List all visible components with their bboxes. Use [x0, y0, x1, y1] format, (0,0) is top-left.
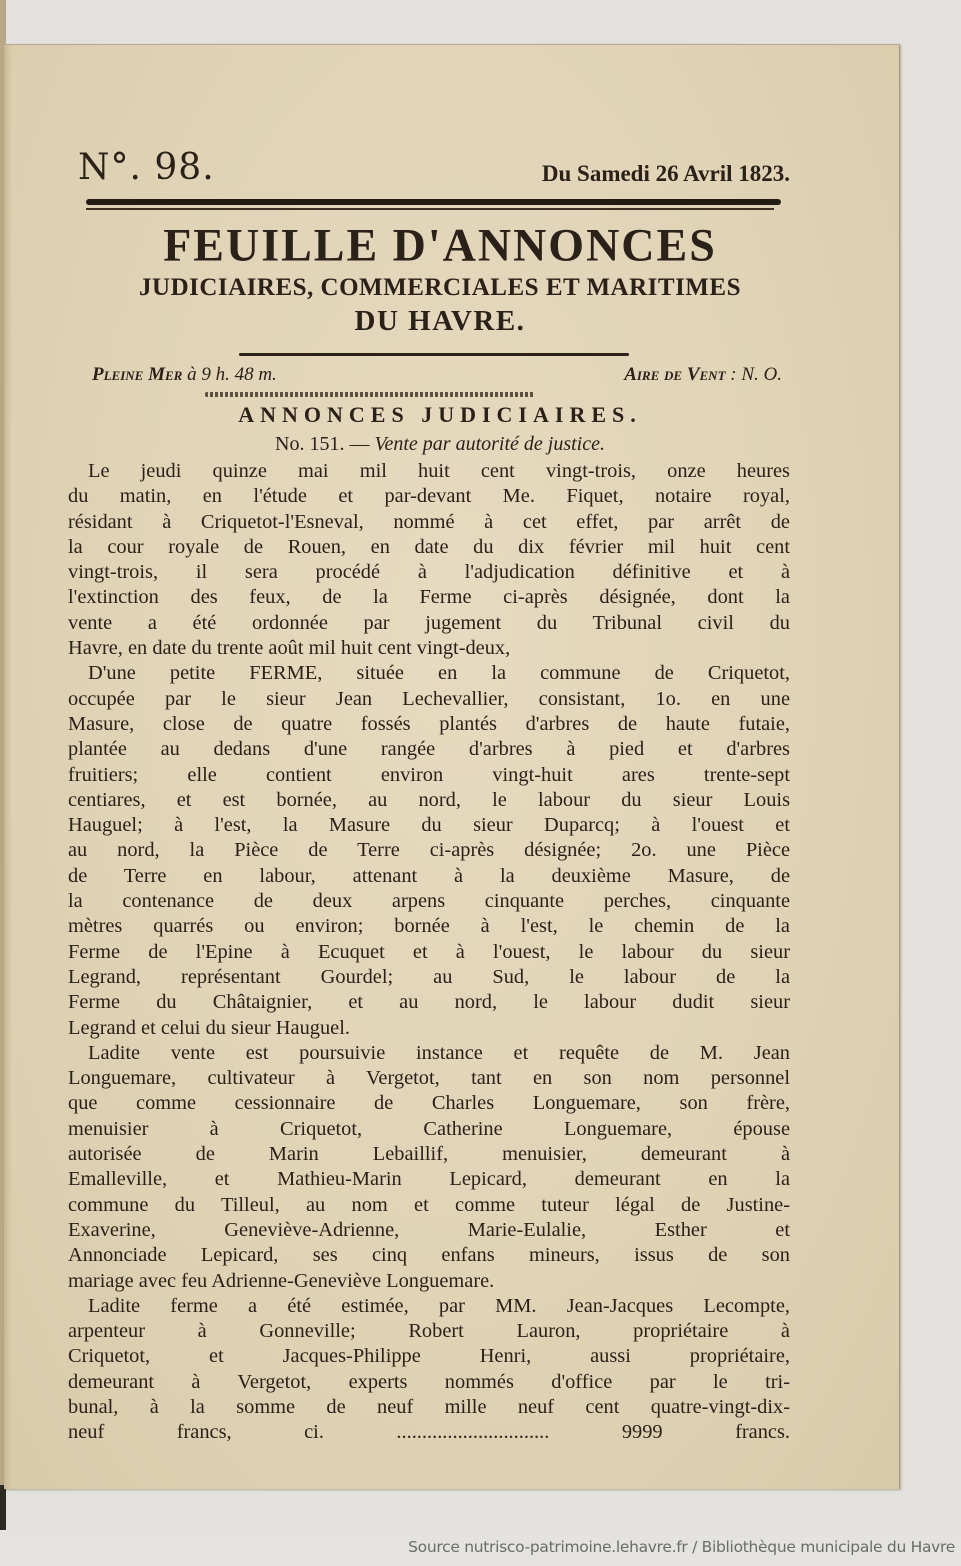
binding-shadow — [0, 1485, 6, 1530]
masthead-rule-thin — [86, 208, 774, 210]
article-line: mariage avec feu Adrienne-Geneviève Longuemare. — [68, 1269, 495, 1292]
title-rule — [239, 353, 629, 356]
newspaper-place: DU HAVRE. — [354, 305, 526, 337]
article-line: Masure, close de quatre fossés plantés d'arbres de haute futaie, — [68, 712, 790, 735]
article-line: que comme cessionnaire de Charles Longuemare, son frère, — [68, 1092, 790, 1115]
wind-label: Aire de Vent — [624, 364, 726, 385]
masthead-rule-thick — [86, 199, 781, 205]
article-line: Exaverine, Geneviève-Adrienne, Marie-Eulalie, Esther et — [68, 1218, 790, 1241]
article-line: Havre, en date du trente août mil huit cent vingt-deux, — [68, 637, 511, 660]
article-line: menuisier à Criquetot, Catherine Longuemare, épouse — [68, 1117, 790, 1140]
article-line: Legrand et celui du sieur Hauguel. — [68, 1016, 350, 1039]
article-line: Ladite vente est poursuivie instance et requête de M. Jean — [88, 1041, 790, 1064]
article-line: de Terre en labour, attenant à la deuxième Masure, de — [68, 864, 790, 887]
article-body — [68, 459, 790, 1446]
lot-heading — [60, 433, 820, 456]
tide-label: Pleine Mer — [92, 364, 183, 385]
article-line: D'une petite FERME, située en la commune de Criquetot, — [88, 662, 790, 685]
article-line: Le jeudi quinze mai mil huit cent vingt-trois, onze heures — [88, 460, 790, 482]
article-line: demeurant à Vergetot, experts nommés d'office par le tri- — [68, 1370, 790, 1393]
article-line: Emalleville, et Mathieu-Marin Lepicard, demeurant en la — [68, 1168, 790, 1191]
article-line: Ferme de l'Epine à Ecuquet et à l'ouest, le labour du sieur — [68, 940, 790, 963]
article-line: plantée au dedans d'une rangée d'arbres à pied et d'arbres — [68, 738, 790, 761]
article-line: Ferme du Châtaignier, et au nord, le labour dudit sieur — [68, 991, 790, 1014]
lot-number: No. 151. — — [275, 433, 370, 455]
article-line: autorisée de Marin Lebaillif, menuisier, demeurant à — [68, 1143, 790, 1166]
newspaper-title: FEUILLE D'ANNONCES — [163, 218, 717, 271]
article-line: l'extinction des feux, de la Ferme ci-après désignée, dont la — [68, 586, 790, 609]
article-line: Legrand, représentant Gourdel; au Sud, le labour de la — [68, 965, 790, 988]
article-line: Ladite ferme a été estimée, par MM. Jean-Jacques Lecompte, — [88, 1294, 790, 1317]
article-line: Longuemare, cultivateur à Vergetot, tant en son nom personnel — [68, 1067, 790, 1090]
article-line: vente a été ordonnée par jugement du Tribunal civil du — [68, 611, 790, 634]
article-line: la cour royale de Rouen, en date du dix février mil huit cent — [68, 535, 790, 558]
wavy-rule — [205, 392, 535, 397]
article-line: du matin, en l'étude et par-devant Me. Fiquet, notaire royal, — [68, 485, 790, 508]
wind-info — [624, 364, 782, 386]
issue-number: N°. 98. — [78, 147, 215, 188]
article-line: Criquetot, et Jacques-Philippe Henri, aussi propriétaire, — [68, 1345, 790, 1368]
tide-value: à 9 h. 48 m. — [187, 364, 277, 385]
article-line: Annonciade Lepicard, ses cinq enfans mineurs, issus de son — [68, 1244, 790, 1267]
tide-info — [92, 364, 277, 386]
article-line: fruitiers; elle contient environ vingt-huit ares trente-sept — [68, 763, 790, 786]
article-line: mètres quarrés ou environ; bornée à l'est, le chemin de la — [68, 915, 790, 938]
article-line: résidant à Criquetot-l'Esneval, nommé à cet effet, par arrêt de — [68, 510, 790, 533]
tide-wind-bar — [92, 364, 782, 392]
wind-value: : N. O. — [730, 364, 782, 385]
article-line: arpenteur à Gonneville; Robert Lauron, propriétaire à — [68, 1320, 790, 1343]
article-line: vingt-trois, il sera procédé à l'adjudication définitive et à — [68, 561, 790, 584]
article-line: la contenance de deux arpens cinquante perches, cinquante — [68, 890, 790, 913]
newspaper-subtitle: JUDICIAIRES, COMMERCIALES ET MARITIMES — [139, 274, 741, 301]
article-line: centiares, et est bornée, au nord, le labour du sieur Louis — [68, 788, 790, 811]
article-line: occupée par le sieur Jean Lechevallier, consistant, 1o. en une — [68, 687, 790, 710]
masthead-top-row — [78, 147, 790, 188]
article-line: bunal, à la somme de neuf mille neuf cent quatre-vingt-dix- — [68, 1395, 790, 1418]
article-line: neuf francs, ci. .............................. 9999 francs. — [68, 1421, 790, 1444]
section-title: ANNONCES JUDICIAIRES. — [238, 402, 642, 427]
source-credit: Source nutrisco-patrimoine.lehavre.fr / Bibliothèque municipale du Havre — [408, 1538, 955, 1556]
issue-date: Du Samedi 26 Avril 1823. — [541, 161, 790, 186]
lot-heading-text: Vente par autorité de justice. — [374, 433, 605, 455]
article-line: Hauguel; à l'est, la Masure du sieur Duparcq; à l'ouest et — [68, 814, 790, 837]
article-line: au nord, la Pièce de Terre ci-après désignée; 2o. une Pièce — [68, 839, 790, 862]
article-line: commune du Tilleul, au nom et comme tuteur légal de Justine- — [68, 1193, 790, 1216]
